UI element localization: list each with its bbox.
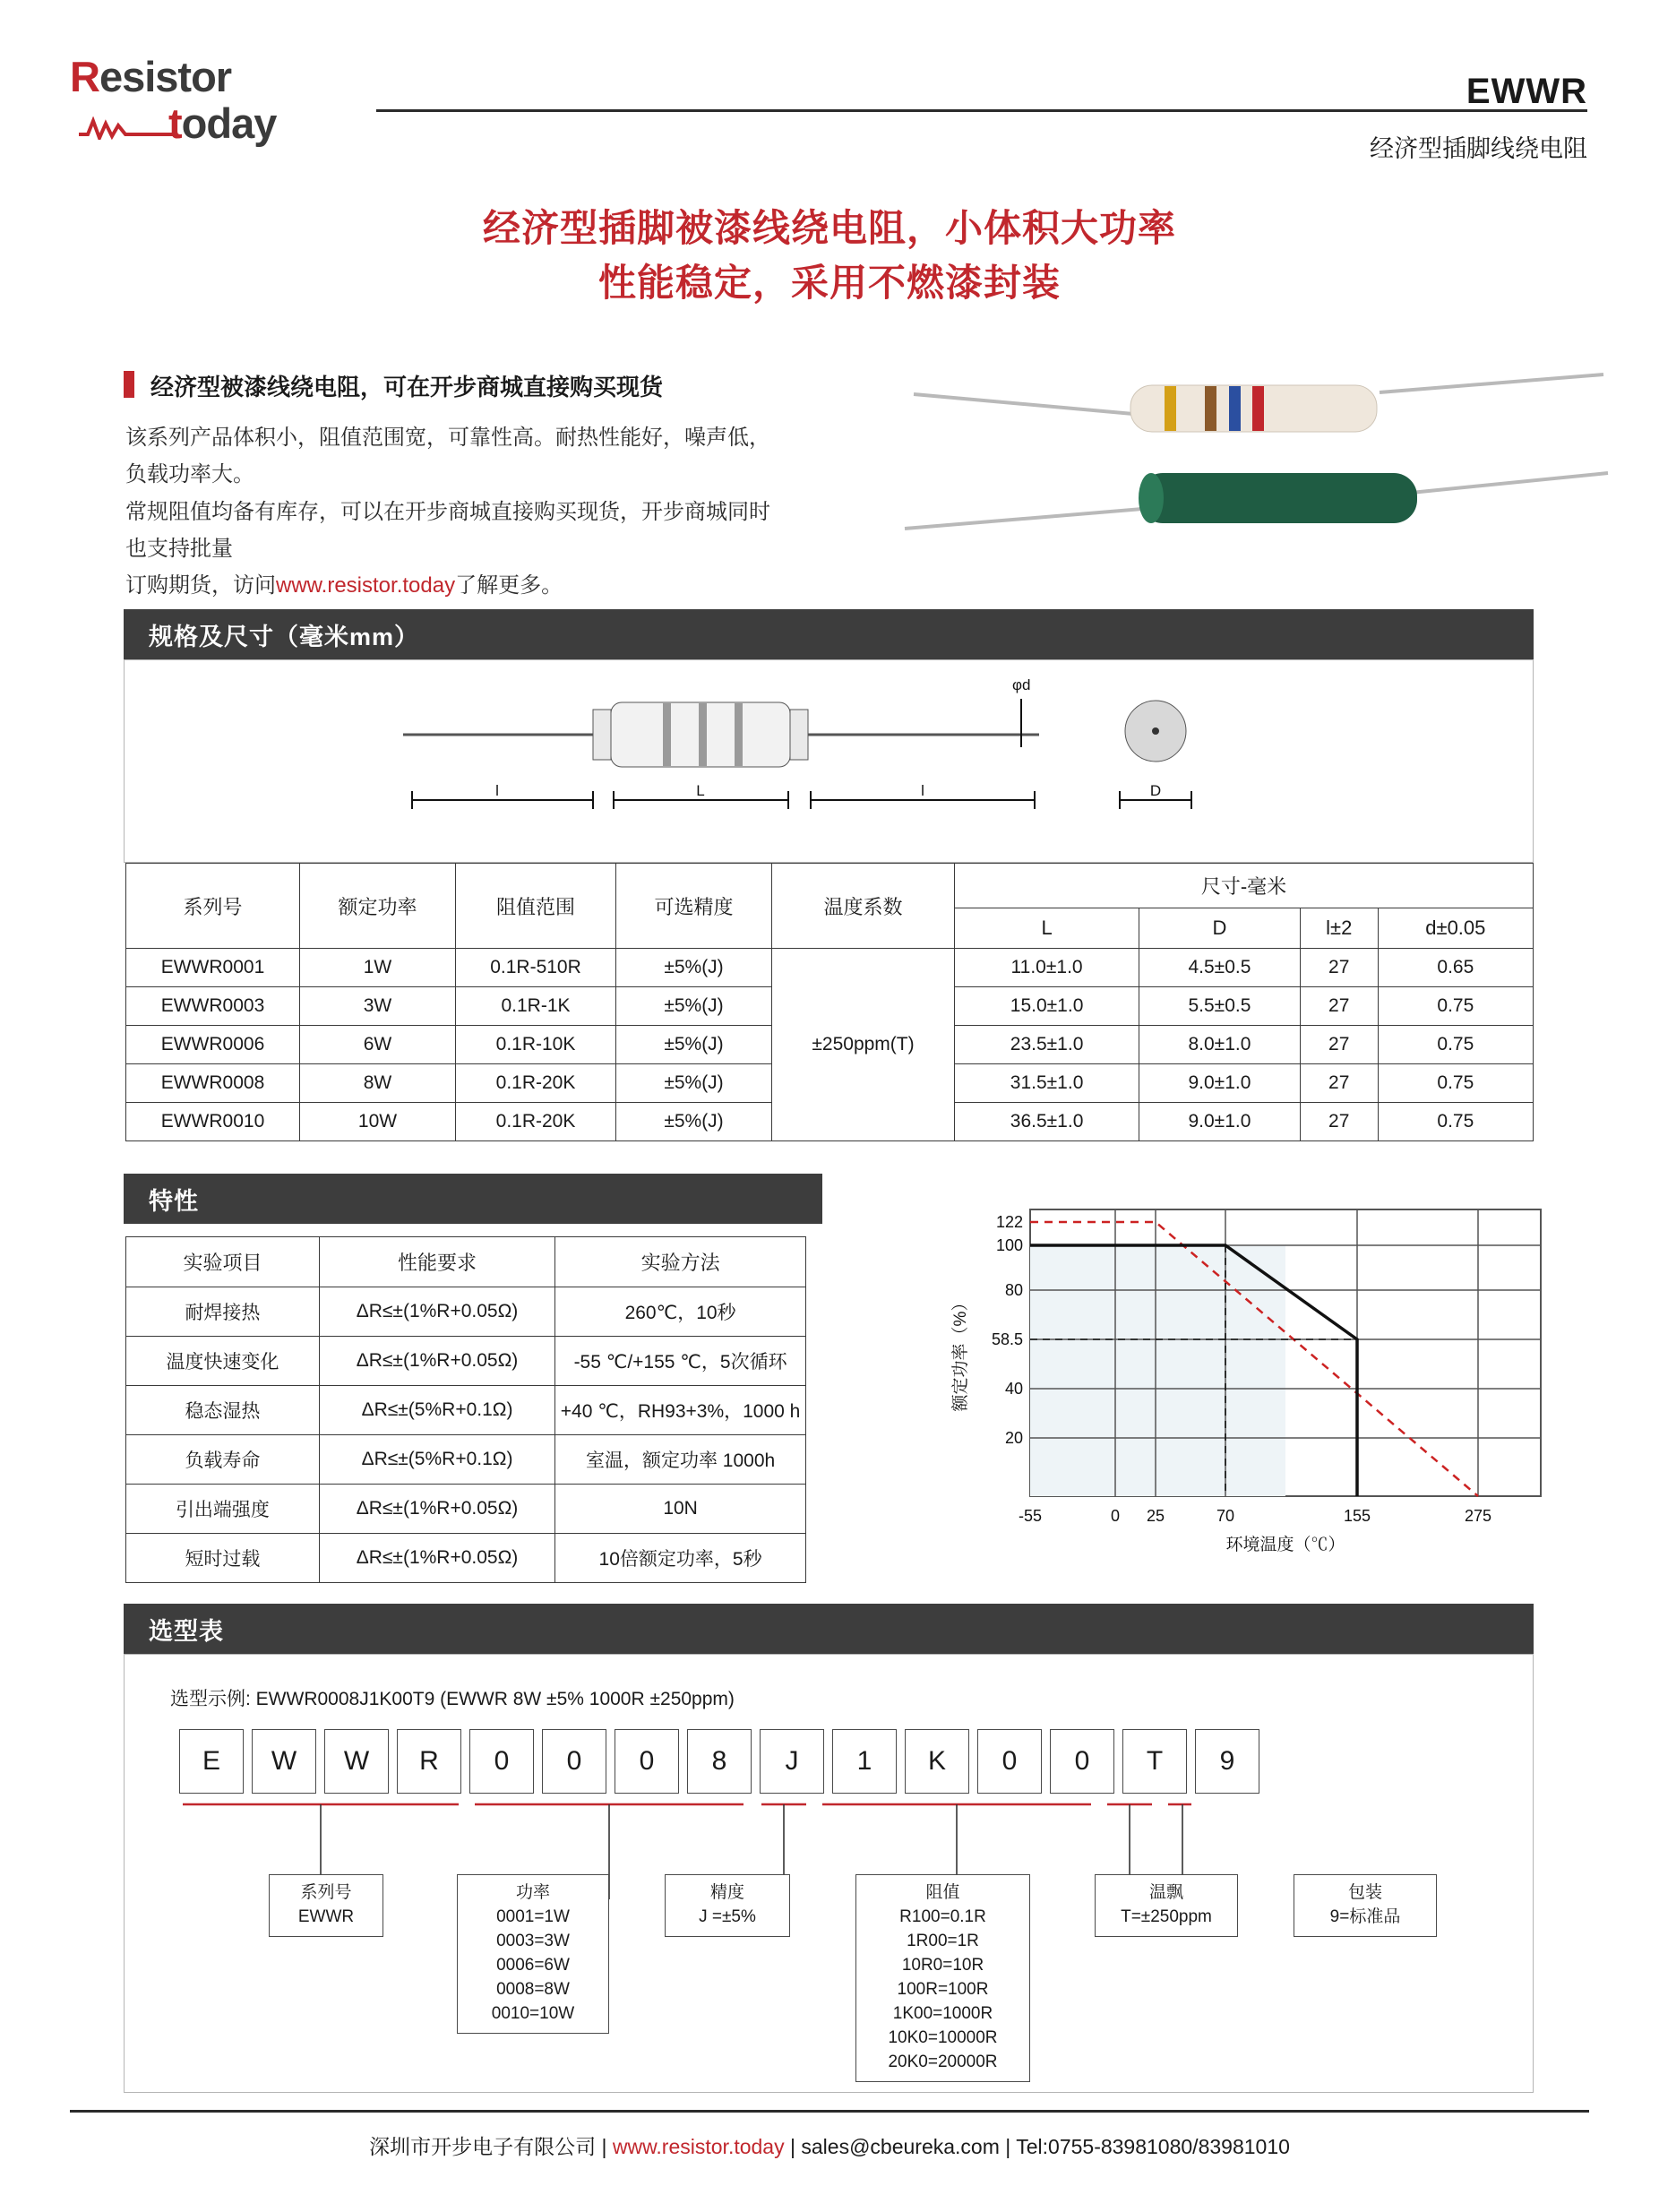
cell-range: 0.1R-510R bbox=[456, 949, 616, 987]
svg-text:155: 155 bbox=[1343, 1507, 1371, 1525]
cell-L: 11.0±1.0 bbox=[955, 949, 1139, 987]
specification-table bbox=[125, 863, 1534, 1141]
legend-title: 包装 bbox=[1347, 1883, 1382, 1902]
cell-item: 耐焊接热 bbox=[126, 1287, 320, 1337]
th-dim-d: d±0.05 bbox=[1378, 908, 1533, 949]
product-title: EWWR bbox=[1466, 72, 1587, 111]
legend-line: T=±250ppm bbox=[1121, 1906, 1212, 1926]
legend-line: 9=标准品 bbox=[1329, 1906, 1401, 1926]
th-dim-L: L bbox=[955, 908, 1139, 949]
banner bbox=[0, 202, 1659, 311]
cell-method: 260℃，10秒 bbox=[555, 1287, 806, 1337]
selection-section-title: 选型表 bbox=[149, 1617, 224, 1645]
code-char[interactable]: K bbox=[905, 1729, 969, 1794]
cell-series: EWWR0003 bbox=[126, 987, 300, 1026]
cell-d: 0.65 bbox=[1378, 949, 1533, 987]
cell-tol: ±5%(J) bbox=[616, 987, 772, 1026]
code-char[interactable]: 0 bbox=[469, 1729, 534, 1794]
legend-series bbox=[269, 1874, 383, 1937]
cell-series: EWWR0008 bbox=[126, 1064, 300, 1103]
svg-text:25: 25 bbox=[1146, 1507, 1165, 1525]
legend-power bbox=[457, 1874, 609, 2034]
cell-power: 8W bbox=[300, 1064, 456, 1103]
legend-line: 20K0=20000R bbox=[888, 2052, 998, 2071]
th-dimensions: 尺寸-毫米 bbox=[955, 864, 1534, 908]
code-char[interactable]: W bbox=[252, 1729, 316, 1794]
table-row bbox=[126, 1534, 806, 1583]
derating-chart bbox=[923, 1183, 1586, 1559]
cell-d: 0.75 bbox=[1378, 987, 1533, 1026]
header-divider bbox=[376, 109, 1587, 112]
legend-title: 功率 bbox=[515, 1883, 550, 1902]
code-char[interactable]: 8 bbox=[687, 1729, 752, 1794]
cell-L: 15.0±1.0 bbox=[955, 987, 1139, 1026]
cell-require: ΔR≤±(1%R+0.05Ω) bbox=[319, 1337, 554, 1386]
logo-text-secondary: today bbox=[168, 99, 277, 147]
footer-divider bbox=[70, 2110, 1589, 2113]
intro-line-2: 常规阻值均备有库存，可以在开步商城直接购买现货，开步商城同时也支持批量 bbox=[125, 499, 770, 561]
svg-text:20: 20 bbox=[1004, 1429, 1023, 1447]
legend-tempco bbox=[1095, 1874, 1238, 1937]
cell-tol: ±5%(J) bbox=[616, 949, 772, 987]
intro-line-1: 该系列产品体积小，阻值范围宽，可靠性高。耐热性能好，噪声低，负载功率大。 bbox=[125, 426, 770, 487]
svg-text:80: 80 bbox=[1004, 1281, 1023, 1299]
cell-tol: ±5%(J) bbox=[616, 1064, 772, 1103]
th-series: 系列号 bbox=[126, 864, 300, 949]
intro-bullet-icon bbox=[124, 371, 134, 398]
intro-body bbox=[125, 419, 770, 604]
svg-text:D: D bbox=[1149, 782, 1162, 799]
legend-line: 0001=1W bbox=[496, 1906, 570, 1926]
th-method: 实验方法 bbox=[555, 1237, 806, 1287]
code-char[interactable]: W bbox=[324, 1729, 389, 1794]
cell-L: 36.5±1.0 bbox=[955, 1103, 1139, 1141]
footer-email[interactable]: sales@cbeureka.com bbox=[801, 2135, 1000, 2158]
legend-tolerance bbox=[665, 1874, 790, 1937]
cell-item: 引出端强度 bbox=[126, 1485, 320, 1534]
dimension-drawing bbox=[394, 670, 1290, 854]
code-char[interactable]: T bbox=[1122, 1729, 1187, 1794]
cell-tempco: ±250ppm(T) bbox=[772, 949, 955, 1141]
code-char[interactable]: 0 bbox=[542, 1729, 606, 1794]
th-tolerance: 可选精度 bbox=[616, 864, 772, 949]
page-header bbox=[0, 0, 1659, 179]
th-range: 阻值范围 bbox=[456, 864, 616, 949]
code-char[interactable]: 0 bbox=[1050, 1729, 1114, 1794]
footer-company: 深圳市开步电子有限公司 bbox=[369, 2135, 597, 2158]
code-char[interactable]: 0 bbox=[615, 1729, 679, 1794]
cell-tol: ±5%(J) bbox=[616, 1103, 772, 1141]
cell-power: 6W bbox=[300, 1026, 456, 1064]
svg-text:L: L bbox=[696, 782, 705, 799]
svg-text:70: 70 bbox=[1216, 1507, 1235, 1525]
legend-line: 0010=10W bbox=[491, 2003, 575, 2023]
legend-line: 0008=8W bbox=[496, 1979, 570, 1999]
selection-example: 选型示例: EWWR0008J1K00T9 (EWWR 8W ±5% 1000R ±250ppm) bbox=[170, 1689, 735, 1709]
cell-item: 负载寿命 bbox=[126, 1435, 320, 1485]
cell-D: 9.0±1.0 bbox=[1139, 1103, 1301, 1141]
cell-range: 0.1R-1K bbox=[456, 987, 616, 1026]
footer-sep: | bbox=[790, 2135, 795, 2158]
cell-D: 9.0±1.0 bbox=[1139, 1064, 1301, 1103]
code-char[interactable]: 9 bbox=[1195, 1729, 1259, 1794]
cell-tol: ±5%(J) bbox=[616, 1026, 772, 1064]
table-row bbox=[126, 1485, 806, 1534]
th-dim-D: D bbox=[1139, 908, 1301, 949]
cell-method: 10N bbox=[555, 1485, 806, 1534]
cell-series: EWWR0001 bbox=[126, 949, 300, 987]
cell-D: 4.5±0.5 bbox=[1139, 949, 1301, 987]
svg-text:环境温度（℃）: 环境温度（℃） bbox=[1225, 1536, 1345, 1554]
svg-text:额定功率（%）: 额定功率（%） bbox=[951, 1294, 970, 1412]
code-char[interactable]: J bbox=[760, 1729, 824, 1794]
footer bbox=[0, 2130, 1659, 2160]
cell-require: ΔR≤±(1%R+0.05Ω) bbox=[319, 1534, 554, 1583]
cell-method: 室温，额定功率 1000h bbox=[555, 1435, 806, 1485]
table-row bbox=[126, 1386, 806, 1435]
footer-website-link[interactable]: www.resistor.today bbox=[612, 2135, 785, 2158]
logo bbox=[70, 52, 365, 151]
code-char[interactable]: R bbox=[397, 1729, 461, 1794]
svg-text:100: 100 bbox=[995, 1236, 1023, 1254]
cell-l: 27 bbox=[1300, 1064, 1378, 1103]
svg-text:122: 122 bbox=[995, 1213, 1023, 1231]
cell-d: 0.75 bbox=[1378, 1103, 1533, 1141]
legend-packaging bbox=[1294, 1874, 1437, 1937]
th-power: 额定功率 bbox=[300, 864, 456, 949]
cell-item: 短时过载 bbox=[126, 1534, 320, 1583]
footer-tel: Tel:0755-83981080/83981010 bbox=[1016, 2135, 1290, 2158]
th-item: 实验项目 bbox=[126, 1237, 320, 1287]
cell-l: 27 bbox=[1300, 987, 1378, 1026]
banner-line-1: 经济型插脚被漆线绕电阻，小体积大功率 bbox=[482, 207, 1176, 249]
selection-section-bar bbox=[124, 1604, 1534, 1654]
cell-method: 10倍额定功率，5秒 bbox=[555, 1534, 806, 1583]
svg-text:275: 275 bbox=[1464, 1507, 1492, 1525]
logo-text-primary: Resistor bbox=[70, 53, 232, 100]
svg-text:0: 0 bbox=[1110, 1507, 1121, 1525]
legend-line: J =±5% bbox=[699, 1906, 756, 1926]
cell-power: 10W bbox=[300, 1103, 456, 1141]
code-char[interactable]: E bbox=[179, 1729, 244, 1794]
legend-title: 温飘 bbox=[1148, 1883, 1183, 1902]
cell-d: 0.75 bbox=[1378, 1064, 1533, 1103]
legend-line: 0006=6W bbox=[496, 1955, 570, 1975]
cell-D: 5.5±0.5 bbox=[1139, 987, 1301, 1026]
cell-range: 0.1R-10K bbox=[456, 1026, 616, 1064]
cell-series: EWWR0006 bbox=[126, 1026, 300, 1064]
spec-section-title: 规格及尺寸（毫米mm） bbox=[149, 623, 420, 650]
legend-line: 10K0=10000R bbox=[888, 2027, 998, 2047]
cell-l: 27 bbox=[1300, 1026, 1378, 1064]
th-require: 性能要求 bbox=[319, 1237, 554, 1287]
th-dim-l: l±2 bbox=[1300, 908, 1378, 949]
cell-method: +40 ℃，RH93+3%，1000 h bbox=[555, 1386, 806, 1435]
svg-text:-55: -55 bbox=[1018, 1507, 1043, 1525]
intro-heading: 经济型被漆线绕电阻，可在开步商城直接购买现货 bbox=[150, 374, 664, 400]
table-row bbox=[126, 1435, 806, 1485]
table-row bbox=[126, 1287, 806, 1337]
product-photo bbox=[896, 358, 1612, 564]
part-number-code bbox=[179, 1729, 1259, 1794]
table-header-row bbox=[126, 864, 1534, 908]
banner-line-2: 性能稳定，采用不燃漆封装 bbox=[597, 261, 1061, 304]
th-tempco: 温度系数 bbox=[772, 864, 955, 949]
characteristics-table bbox=[125, 1236, 806, 1583]
svg-text:40: 40 bbox=[1004, 1380, 1023, 1398]
cell-require: ΔR≤±(1%R+0.05Ω) bbox=[319, 1287, 554, 1337]
characteristics-section-bar bbox=[124, 1174, 822, 1224]
cell-series: EWWR0010 bbox=[126, 1103, 300, 1141]
waveform-icon bbox=[79, 116, 177, 140]
code-char[interactable]: 1 bbox=[832, 1729, 897, 1794]
code-char[interactable]: 0 bbox=[977, 1729, 1042, 1794]
cell-L: 23.5±1.0 bbox=[955, 1026, 1139, 1064]
svg-text:l: l bbox=[495, 782, 499, 799]
legend-line: 10R0=10R bbox=[901, 1955, 984, 1975]
cell-power: 1W bbox=[300, 949, 456, 987]
product-subtitle: 经济型插脚线绕电阻 bbox=[1370, 135, 1587, 162]
spec-section-bar bbox=[124, 609, 1534, 659]
cell-require: ΔR≤±(5%R+0.1Ω) bbox=[319, 1386, 554, 1435]
cell-require: ΔR≤±(5%R+0.1Ω) bbox=[319, 1435, 554, 1485]
svg-text:φd: φd bbox=[1012, 676, 1031, 693]
legend-title: 阻值 bbox=[925, 1883, 960, 1902]
legend-title: 精度 bbox=[709, 1883, 744, 1902]
cell-l: 27 bbox=[1300, 949, 1378, 987]
footer-sep: | bbox=[1005, 2135, 1011, 2158]
cell-method: -55 ℃/+155 ℃，5次循环 bbox=[555, 1337, 806, 1386]
cell-D: 8.0±1.0 bbox=[1139, 1026, 1301, 1064]
cell-power: 3W bbox=[300, 987, 456, 1026]
legend-title: 系列号 bbox=[300, 1883, 352, 1902]
cell-item: 温度快速变化 bbox=[126, 1337, 320, 1386]
cell-item: 稳态湿热 bbox=[126, 1386, 320, 1435]
cell-L: 31.5±1.0 bbox=[955, 1064, 1139, 1103]
legend-resistance bbox=[855, 1874, 1030, 2082]
legend-line: 100R=100R bbox=[897, 1979, 989, 1999]
characteristics-section-title: 特性 bbox=[149, 1187, 199, 1215]
table-row bbox=[126, 949, 1534, 987]
cell-range: 0.1R-20K bbox=[456, 1103, 616, 1141]
svg-text:l: l bbox=[921, 782, 924, 799]
table-header-row bbox=[126, 1237, 806, 1287]
website-link[interactable]: www.resistor.today bbox=[276, 573, 456, 598]
intro-line-3-post: 了解更多。 bbox=[455, 573, 563, 598]
cell-l: 27 bbox=[1300, 1103, 1378, 1141]
legend-line: R100=0.1R bbox=[899, 1906, 986, 1926]
legend-line: 1K00=1000R bbox=[892, 2003, 993, 2023]
legend-line: 0003=3W bbox=[496, 1931, 570, 1950]
cell-require: ΔR≤±(1%R+0.05Ω) bbox=[319, 1485, 554, 1534]
svg-text:58.5: 58.5 bbox=[991, 1330, 1023, 1348]
legend-line: EWWR bbox=[297, 1906, 355, 1926]
cell-d: 0.75 bbox=[1378, 1026, 1533, 1064]
table-row bbox=[126, 1337, 806, 1386]
intro-line-3-pre: 订购期货，访问 bbox=[125, 573, 276, 598]
footer-sep: | bbox=[601, 2135, 607, 2158]
cell-range: 0.1R-20K bbox=[456, 1064, 616, 1103]
legend-line: 1R00=1R bbox=[907, 1931, 979, 1950]
